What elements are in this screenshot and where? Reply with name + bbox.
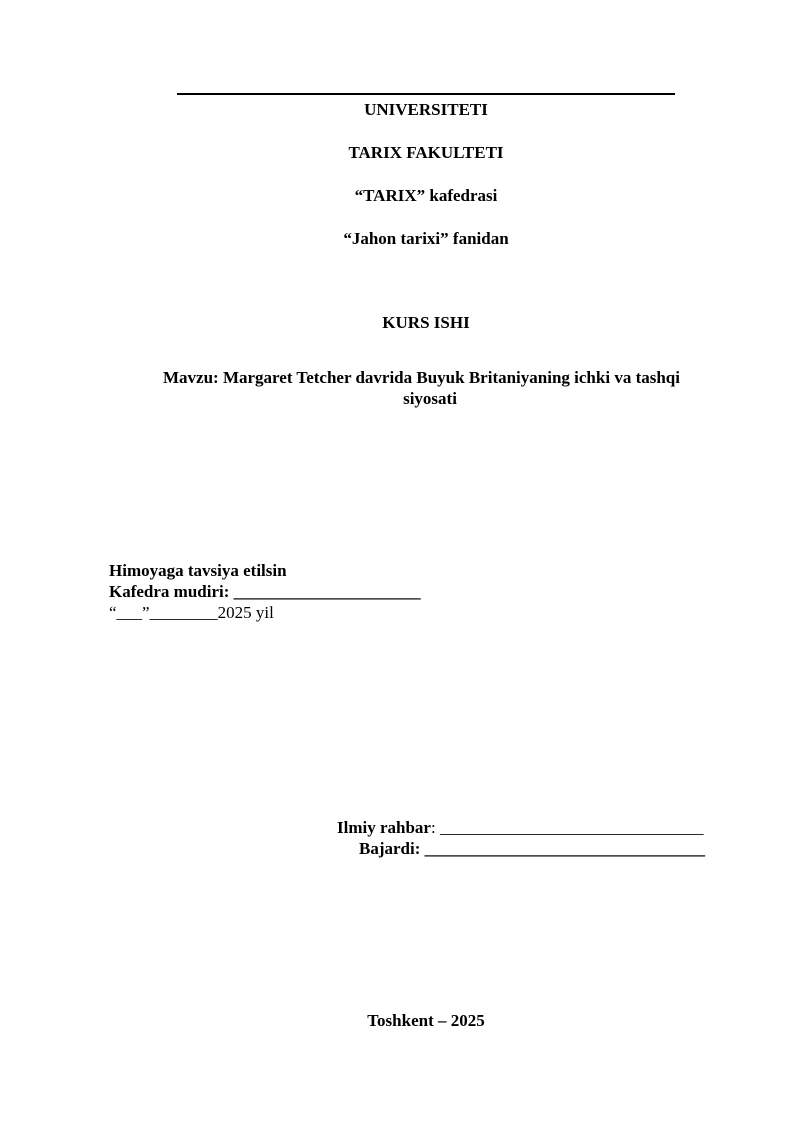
supervisor-label: Ilmiy rahbar (337, 818, 431, 837)
topic-line-1: Mavzu: Margaret Tetcher davrida Buyuk Britaniyaning ichki va tashqi (163, 368, 680, 387)
university-title: UNIVERSITETI (364, 100, 488, 119)
approval-date-line: “___”________2025 yil (109, 603, 274, 622)
approval-block (109, 560, 421, 623)
faculty-title: TARIX FAKULTETI (348, 143, 504, 162)
topic-block (160, 367, 760, 409)
supervisor-row (337, 817, 703, 838)
subject-title: “Jahon tarixi” fanidan (343, 229, 509, 248)
department-title: “TARIX” kafedrasi (354, 186, 498, 205)
performer-row (359, 838, 705, 859)
department-head-line: Kafedra mudiri: ______________________ (109, 582, 421, 601)
university-name-underline (177, 93, 675, 95)
topic-line-2: siyosati (403, 389, 457, 408)
recommend-text: Himoyaga tavsiya etilsin (109, 561, 287, 580)
document-type: KURS ISHI (382, 313, 470, 332)
supervisor-signature-line: : _______________________________ (430, 818, 704, 837)
performer-signature-line: Bajardi: _________________________________ (359, 839, 706, 858)
city-year: Toshkent – 2025 (367, 1011, 485, 1030)
